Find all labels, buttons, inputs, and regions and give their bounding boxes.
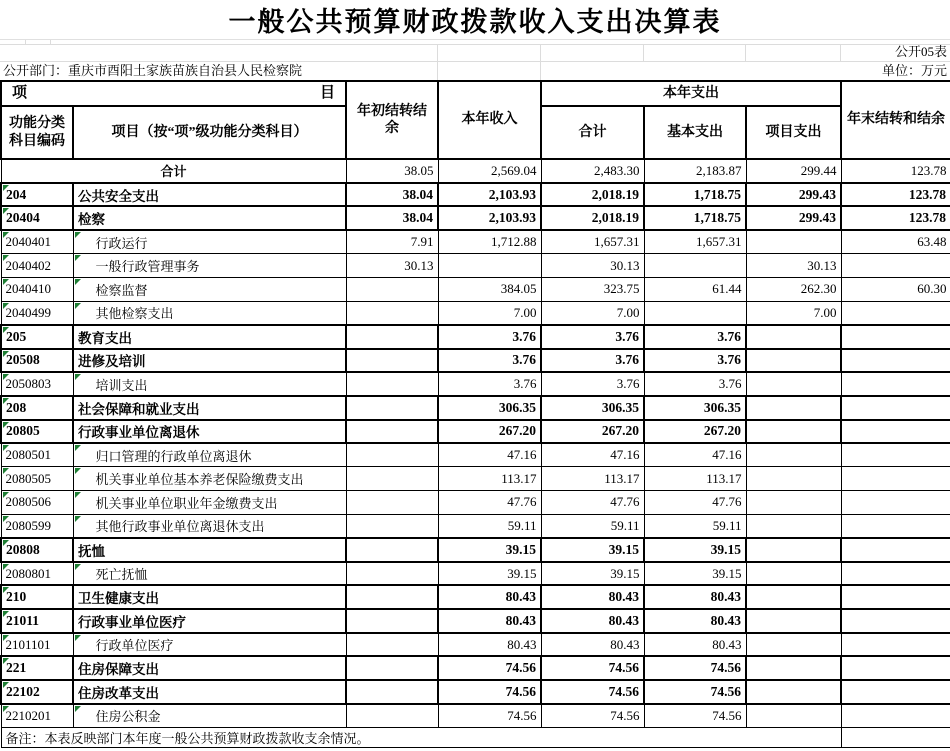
cell-exp-project: 30.13 xyxy=(746,254,841,278)
table-row xyxy=(1,372,950,396)
error-indicator-icon xyxy=(3,635,9,641)
cell-income: 384.05 xyxy=(438,277,541,301)
table-row xyxy=(1,609,950,633)
error-indicator-icon xyxy=(3,185,9,191)
cell-exp-total: 74.56 xyxy=(541,680,644,704)
cell-exp-project xyxy=(746,491,841,515)
error-indicator-icon xyxy=(3,374,9,380)
cell-exp-total: 39.15 xyxy=(541,538,644,562)
cell-function-code: 20808 xyxy=(1,538,73,562)
cell-begin-balance xyxy=(346,349,438,373)
error-indicator-icon xyxy=(75,445,81,451)
unit-label: 单位：万元 xyxy=(881,63,947,79)
cell-exp-basic: 1,718.75 xyxy=(644,206,746,230)
cell-income: 74.56 xyxy=(438,656,541,680)
cell-begin-balance xyxy=(346,277,438,301)
cell-item-name: 其他行政事业单位离退休支出 xyxy=(73,514,346,538)
cell-end-balance xyxy=(841,349,950,373)
cell-exp-total: 2,018.19 xyxy=(541,206,644,230)
table-note: 备注：本表反映部门本年度一般公共预算财政拨款收支余情况。 xyxy=(1,728,841,748)
cell-item-name: 机关事业单位职业年金缴费支出 xyxy=(73,491,346,515)
cell-exp-project xyxy=(746,420,841,444)
table-row xyxy=(1,420,950,444)
cell-end-balance: 123.78 xyxy=(841,183,950,207)
cell-exp-basic xyxy=(644,254,746,278)
table-row xyxy=(1,254,950,278)
cell-income: 74.56 xyxy=(438,680,541,704)
error-indicator-icon xyxy=(75,279,81,285)
cell-exp-basic: 3.76 xyxy=(644,372,746,396)
error-indicator-icon xyxy=(3,658,9,664)
cell-item-name: 卫生健康支出 xyxy=(73,585,346,609)
error-indicator-icon xyxy=(3,279,9,285)
cell-income: 3.76 xyxy=(438,349,541,373)
cell-exp-total: 267.20 xyxy=(541,420,644,444)
cell-income: 113.17 xyxy=(438,467,541,491)
table-row xyxy=(1,277,950,301)
error-indicator-icon xyxy=(75,635,81,641)
cell-exp-total: 74.56 xyxy=(541,704,644,728)
cell-function-code: 2080501 xyxy=(1,443,73,467)
cell-exp-project xyxy=(746,349,841,373)
cell-exp-total: 74.56 xyxy=(541,656,644,680)
error-indicator-icon xyxy=(75,255,81,261)
cell-function-code: 208 xyxy=(1,396,73,420)
table-row xyxy=(1,514,950,538)
header-expenditure-group: 本年支出 xyxy=(541,81,841,106)
cell-income: 47.16 xyxy=(438,443,541,467)
department-label: 公开部门：重庆市酉阳土家族苗族自治县人民检察院 xyxy=(3,63,303,79)
error-indicator-icon xyxy=(3,232,9,238)
cell-exp-total: 30.13 xyxy=(541,254,644,278)
error-indicator-icon xyxy=(3,351,9,357)
cell-exp-basic xyxy=(644,301,746,325)
cell-begin-balance xyxy=(346,372,438,396)
cell-exp-project xyxy=(746,538,841,562)
cell-item-name: 其他检察支出 xyxy=(73,301,346,325)
error-indicator-icon xyxy=(75,564,81,570)
cell-exp-basic: 39.15 xyxy=(644,538,746,562)
cell-exp-basic: 80.43 xyxy=(644,609,746,633)
error-indicator-icon xyxy=(3,208,9,214)
cell-item-name: 培训支出 xyxy=(73,372,346,396)
cell-income: 2,103.93 xyxy=(438,206,541,230)
cell-item-name: 合计 xyxy=(1,159,346,183)
cell-begin-balance xyxy=(346,396,438,420)
cell-exp-total: 323.75 xyxy=(541,277,644,301)
cell-exp-total: 306.35 xyxy=(541,396,644,420)
cell-exp-basic: 74.56 xyxy=(644,656,746,680)
page-title: 一般公共预算财政拨款收入支出决算表 xyxy=(0,0,950,40)
table-row xyxy=(1,680,950,704)
table-row xyxy=(1,562,950,586)
cell-function-code: 221 xyxy=(1,656,73,680)
cell-exp-total: 1,657.31 xyxy=(541,230,644,254)
error-indicator-icon xyxy=(3,516,9,522)
cell-exp-project xyxy=(746,514,841,538)
error-indicator-icon xyxy=(75,468,81,474)
cell-begin-balance xyxy=(346,633,438,657)
cell-exp-basic: 39.15 xyxy=(644,562,746,586)
cell-item-name: 机关事业单位基本养老保险缴费支出 xyxy=(73,467,346,491)
cell-begin-balance: 38.05 xyxy=(346,159,438,183)
cell-end-balance xyxy=(841,656,950,680)
cell-income: 80.43 xyxy=(438,633,541,657)
cell-exp-basic: 1,657.31 xyxy=(644,230,746,254)
table-row xyxy=(1,230,950,254)
table-row xyxy=(1,467,950,491)
cell-income: 1,712.88 xyxy=(438,230,541,254)
cell-exp-basic: 113.17 xyxy=(644,467,746,491)
cell-begin-balance xyxy=(346,704,438,728)
table-row xyxy=(1,656,950,680)
cell-exp-project xyxy=(746,372,841,396)
error-indicator-icon xyxy=(3,327,9,333)
cell-exp-basic: 80.43 xyxy=(644,633,746,657)
cell-begin-balance xyxy=(346,538,438,562)
cell-income: 3.76 xyxy=(438,372,541,396)
cell-begin-balance xyxy=(346,514,438,538)
cell-end-balance xyxy=(841,585,950,609)
error-indicator-icon xyxy=(3,468,9,474)
cell-exp-project: 262.30 xyxy=(746,277,841,301)
cell-exp-total: 7.00 xyxy=(541,301,644,325)
table-body xyxy=(1,159,950,728)
cell-exp-total: 80.43 xyxy=(541,585,644,609)
error-indicator-icon xyxy=(75,516,81,522)
note-empty-cell xyxy=(841,728,950,748)
cell-income: 39.15 xyxy=(438,538,541,562)
table-row xyxy=(1,206,950,230)
header-project-left: 项 xyxy=(12,85,28,102)
cell-begin-balance xyxy=(346,562,438,586)
cell-end-balance xyxy=(841,372,950,396)
error-indicator-icon xyxy=(75,232,81,238)
cell-exp-project: 299.43 xyxy=(746,183,841,207)
cell-item-name: 行政事业单位医疗 xyxy=(73,609,346,633)
cell-item-name: 一般行政管理事务 xyxy=(73,254,346,278)
table-row xyxy=(1,396,950,420)
cell-begin-balance xyxy=(346,325,438,349)
header-income: 本年收入 xyxy=(438,81,541,159)
cell-function-code: 2040402 xyxy=(1,254,73,278)
cell-function-code: 2080505 xyxy=(1,467,73,491)
cell-exp-total: 47.76 xyxy=(541,491,644,515)
table-row xyxy=(1,349,950,373)
cell-function-code: 20508 xyxy=(1,349,73,373)
cell-function-code: 2210201 xyxy=(1,704,73,728)
cell-end-balance xyxy=(841,420,950,444)
cell-exp-total: 3.76 xyxy=(541,325,644,349)
cell-function-code: 205 xyxy=(1,325,73,349)
cell-end-balance xyxy=(841,538,950,562)
cell-exp-project: 299.44 xyxy=(746,159,841,183)
cell-function-code: 2101101 xyxy=(1,633,73,657)
cell-income: 80.43 xyxy=(438,609,541,633)
cell-function-code: 2040401 xyxy=(1,230,73,254)
cell-function-code: 2040410 xyxy=(1,277,73,301)
cell-item-name: 行政单位医疗 xyxy=(73,633,346,657)
cell-function-code: 2050803 xyxy=(1,372,73,396)
header-exp-basic: 基本支出 xyxy=(644,106,746,159)
cell-begin-balance xyxy=(346,585,438,609)
error-indicator-icon xyxy=(75,706,81,712)
cell-income: 74.56 xyxy=(438,704,541,728)
cell-exp-basic: 47.76 xyxy=(644,491,746,515)
cell-function-code: 2080801 xyxy=(1,562,73,586)
error-indicator-icon xyxy=(3,682,9,688)
header-exp-project: 项目支出 xyxy=(746,106,841,159)
header-project-group xyxy=(1,81,346,106)
cell-begin-balance xyxy=(346,467,438,491)
error-indicator-icon xyxy=(75,374,81,380)
cell-exp-total: 80.43 xyxy=(541,633,644,657)
cell-exp-total: 47.16 xyxy=(541,443,644,467)
cell-item-name: 社会保障和就业支出 xyxy=(73,396,346,420)
table-header xyxy=(1,81,950,159)
cell-income: 306.35 xyxy=(438,396,541,420)
cell-income: 2,103.93 xyxy=(438,183,541,207)
cell-item-name: 住房公积金 xyxy=(73,704,346,728)
error-indicator-icon xyxy=(75,492,81,498)
cell-income: 47.76 xyxy=(438,491,541,515)
cell-exp-basic: 2,183.87 xyxy=(644,159,746,183)
cell-begin-balance: 30.13 xyxy=(346,254,438,278)
cell-end-balance: 60.30 xyxy=(841,277,950,301)
cell-exp-project xyxy=(746,230,841,254)
cell-begin-balance xyxy=(346,656,438,680)
cell-begin-balance xyxy=(346,680,438,704)
cell-end-balance xyxy=(841,467,950,491)
cell-function-code: 210 xyxy=(1,585,73,609)
table-row xyxy=(1,443,950,467)
note-row xyxy=(1,728,950,748)
cell-exp-basic: 3.76 xyxy=(644,325,746,349)
table-row xyxy=(1,633,950,657)
cell-income: 59.11 xyxy=(438,514,541,538)
cell-exp-total: 80.43 xyxy=(541,609,644,633)
cell-item-name: 进修及培训 xyxy=(73,349,346,373)
cell-exp-project xyxy=(746,585,841,609)
cell-exp-total: 2,018.19 xyxy=(541,183,644,207)
cell-end-balance xyxy=(841,704,950,728)
error-indicator-icon xyxy=(3,445,9,451)
error-indicator-icon xyxy=(3,706,9,712)
error-indicator-icon xyxy=(3,303,9,309)
cell-income: 3.76 xyxy=(438,325,541,349)
error-indicator-icon xyxy=(3,611,9,617)
table-row xyxy=(1,325,950,349)
error-indicator-icon xyxy=(3,398,9,404)
cell-item-name: 死亡抚恤 xyxy=(73,562,346,586)
cell-item-name: 归口管理的行政单位离退休 xyxy=(73,443,346,467)
table-number: 公开05表 xyxy=(894,44,947,60)
cell-function-code: 20805 xyxy=(1,420,73,444)
cell-exp-basic: 74.56 xyxy=(644,704,746,728)
cell-item-name: 检察监督 xyxy=(73,277,346,301)
table-row xyxy=(1,538,950,562)
cell-income: 7.00 xyxy=(438,301,541,325)
cell-end-balance xyxy=(841,443,950,467)
cell-begin-balance xyxy=(346,301,438,325)
cell-item-name: 抚恤 xyxy=(73,538,346,562)
table-row xyxy=(1,585,950,609)
cell-end-balance xyxy=(841,514,950,538)
cell-function-code: 204 xyxy=(1,183,73,207)
cell-exp-project xyxy=(746,609,841,633)
error-indicator-icon xyxy=(75,303,81,309)
cell-item-name: 住房保障支出 xyxy=(73,656,346,680)
header-end-balance: 年末结转和结余 xyxy=(841,81,950,159)
header-project-right: 目 xyxy=(319,85,335,102)
error-indicator-icon xyxy=(3,492,9,498)
cell-exp-project xyxy=(746,633,841,657)
cell-item-name: 行政运行 xyxy=(73,230,346,254)
cell-exp-total: 2,483.30 xyxy=(541,159,644,183)
cell-exp-project xyxy=(746,656,841,680)
error-indicator-icon xyxy=(3,255,9,261)
header-code: 功能分类科目编码 xyxy=(1,106,73,159)
cell-income: 39.15 xyxy=(438,562,541,586)
cell-function-code: 2040499 xyxy=(1,301,73,325)
cell-item-name: 住房改革支出 xyxy=(73,680,346,704)
cell-end-balance xyxy=(841,680,950,704)
cell-end-balance xyxy=(841,609,950,633)
cell-income: 80.43 xyxy=(438,585,541,609)
table-row xyxy=(1,301,950,325)
cell-exp-total: 3.76 xyxy=(541,349,644,373)
cell-end-balance: 63.48 xyxy=(841,230,950,254)
cell-exp-total: 3.76 xyxy=(541,372,644,396)
cell-begin-balance xyxy=(346,609,438,633)
cell-end-balance xyxy=(841,633,950,657)
error-indicator-icon xyxy=(3,564,9,570)
cell-exp-total: 59.11 xyxy=(541,514,644,538)
cell-function-code: 2080599 xyxy=(1,514,73,538)
cell-exp-basic: 47.16 xyxy=(644,443,746,467)
cell-exp-project xyxy=(746,704,841,728)
cell-begin-balance xyxy=(346,420,438,444)
cell-income: 2,569.04 xyxy=(438,159,541,183)
cell-exp-project xyxy=(746,396,841,420)
cell-exp-project xyxy=(746,467,841,491)
cell-income: 267.20 xyxy=(438,420,541,444)
cell-exp-basic: 3.76 xyxy=(644,349,746,373)
table-row xyxy=(1,704,950,728)
cell-begin-balance xyxy=(346,491,438,515)
cell-exp-basic: 306.35 xyxy=(644,396,746,420)
cell-exp-basic: 1,718.75 xyxy=(644,183,746,207)
cell-end-balance xyxy=(841,491,950,515)
cell-begin-balance: 38.04 xyxy=(346,183,438,207)
header-begin-balance: 年初结转结余 xyxy=(346,81,438,159)
cell-exp-project: 299.43 xyxy=(746,206,841,230)
cell-begin-balance: 7.91 xyxy=(346,230,438,254)
cell-item-name: 公共安全支出 xyxy=(73,183,346,207)
cell-end-balance xyxy=(841,562,950,586)
cell-exp-project xyxy=(746,325,841,349)
cell-exp-total: 39.15 xyxy=(541,562,644,586)
cell-exp-project xyxy=(746,680,841,704)
cell-end-balance: 123.78 xyxy=(841,159,950,183)
error-indicator-icon xyxy=(3,587,9,593)
header-exp-total: 合计 xyxy=(541,106,644,159)
cell-income xyxy=(438,254,541,278)
cell-begin-balance: 38.04 xyxy=(346,206,438,230)
cell-end-balance xyxy=(841,254,950,278)
cell-end-balance: 123.78 xyxy=(841,206,950,230)
cell-item-name: 行政事业单位离退休 xyxy=(73,420,346,444)
cell-begin-balance xyxy=(346,443,438,467)
cell-exp-project xyxy=(746,562,841,586)
cell-exp-basic: 80.43 xyxy=(644,585,746,609)
cell-exp-basic: 61.44 xyxy=(644,277,746,301)
cell-function-code: 20404 xyxy=(1,206,73,230)
error-indicator-icon xyxy=(3,422,9,428)
cell-exp-project xyxy=(746,443,841,467)
table-row xyxy=(1,183,950,207)
cell-exp-project: 7.00 xyxy=(746,301,841,325)
error-indicator-icon xyxy=(3,540,9,546)
cell-exp-basic: 74.56 xyxy=(644,680,746,704)
cell-exp-total: 113.17 xyxy=(541,467,644,491)
budget-table xyxy=(0,80,950,748)
cell-function-code: 22102 xyxy=(1,680,73,704)
cell-exp-basic: 59.11 xyxy=(644,514,746,538)
cell-item-name: 检察 xyxy=(73,206,346,230)
cell-item-name: 教育支出 xyxy=(73,325,346,349)
table-number-row xyxy=(0,45,950,62)
cell-end-balance xyxy=(841,301,950,325)
department-row xyxy=(0,62,950,80)
header-name: 项目（按“项”级功能分类科目） xyxy=(73,106,346,159)
cell-end-balance xyxy=(841,396,950,420)
table-row xyxy=(1,159,950,183)
cell-function-code: 2080506 xyxy=(1,491,73,515)
cell-end-balance xyxy=(841,325,950,349)
table-row xyxy=(1,491,950,515)
cell-function-code: 21011 xyxy=(1,609,73,633)
cell-exp-basic: 267.20 xyxy=(644,420,746,444)
